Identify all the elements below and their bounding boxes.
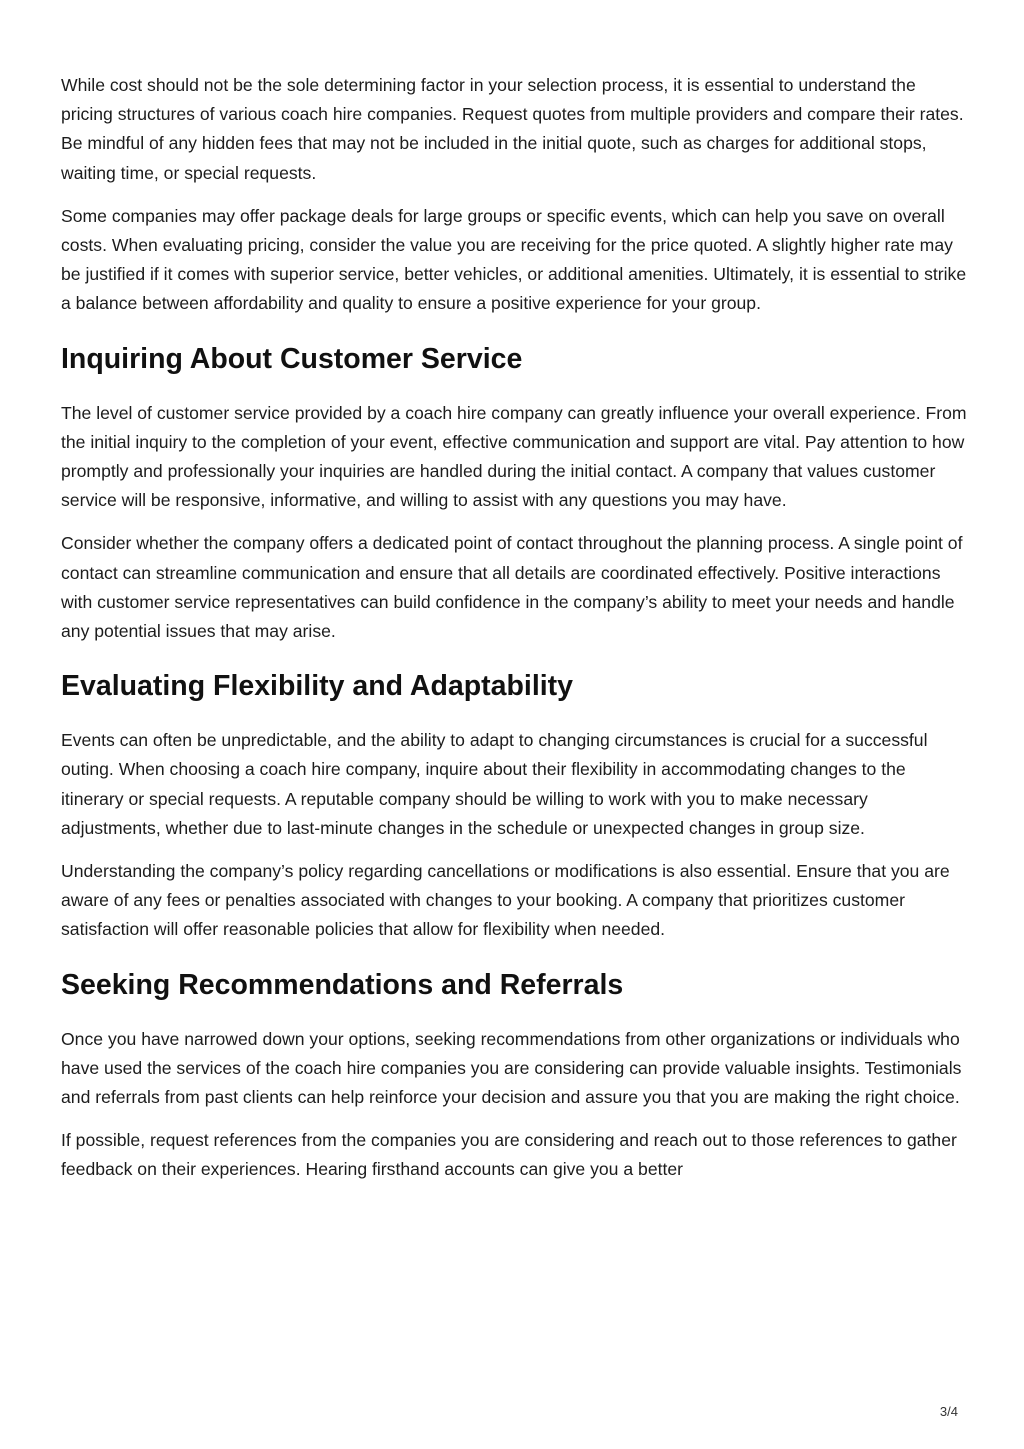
paragraph: Consider whether the company offers a dedicated point of contact throughout the planning process. A single point of contact can streamline communication and ensure that all details are coordinated effectively. Positive interactions with customer service representatives can build confidence in the company’s ability to meet your needs and handle any potential issues that may arise. [61, 533, 963, 642]
section-heading: Evaluating Flexibility and Adaptability [61, 670, 574, 703]
paragraph: Some companies may offer package deals for large groups or specific events, which can help you save on overall costs. When evaluating pricing, consider the value you are receiving for the price quoted. A slightly higher rate may be justified if it comes with superior service, better vehicles, or additional amenities. Ultimately, it is essential to strike a balance between affordability and quality to ensure a positive experience for your group. [61, 205, 967, 314]
paragraph: If possible, request references from the companies you are considering and reach out to those references to gather feedback on their experiences. Hearing firsthand accounts can give you a better [61, 1130, 957, 1180]
section-heading: Inquiring About Customer Service [61, 342, 523, 375]
paragraph: While cost should not be the sole determining factor in your selection process, it is essential to understand the pricing structures of various coach hire companies. Request quotes from multiple providers and compare their rates. Be mindful of any hidden fees that may not be included in the initial quote, such as charges for additional stops, waiting time, or special requests. [61, 75, 964, 183]
document-page [61, 71, 971, 1199]
paragraph: Understanding the company’s policy regarding cancellations or modifications is also essential. Ensure that you are aware of any fees or penalties associated with changes to your booking. A company that prioritizes customer satisfaction will offer reasonable policies that allow for flexibility when needed. [61, 861, 950, 940]
section-heading: Seeking Recommendations and Referrals [61, 968, 624, 1001]
recommendations-section [61, 967, 971, 1185]
pricing-section [61, 71, 971, 319]
paragraph: Once you have narrowed down your options, seeking recommendations from other organizations or individuals who have used the services of the coach hire companies you are considering can provide valuable insights. Testimonials and referrals from past clients can help reinforce your decision and assure you that you are making the right choice. [61, 1028, 962, 1108]
customer-service-section [61, 341, 971, 647]
paragraph: The level of customer service provided by a coach hire company can greatly influence your overall experience. From the initial inquiry to the completion of your event, effective communication and support are vital. Pay attention to how promptly and professionally your inquiries are handled during the initial contact. A company that values customer service will be responsive, informative, and willing to assist with any questions you may have. [61, 402, 967, 511]
flexibility-section [61, 668, 971, 944]
paragraph: Events can often be unpredictable, and the ability to adapt to changing circumstances is crucial for a successful outing. When choosing a coach hire company, inquire about their flexibility in accommodating changes to the itinerary or special requests. A reputable company should be willing to work with you to make necessary adjustments, whether due to last-minute changes in the schedule or unexpected changes in group size. [61, 730, 928, 838]
page-number: 3/4 [939, 1404, 958, 1419]
